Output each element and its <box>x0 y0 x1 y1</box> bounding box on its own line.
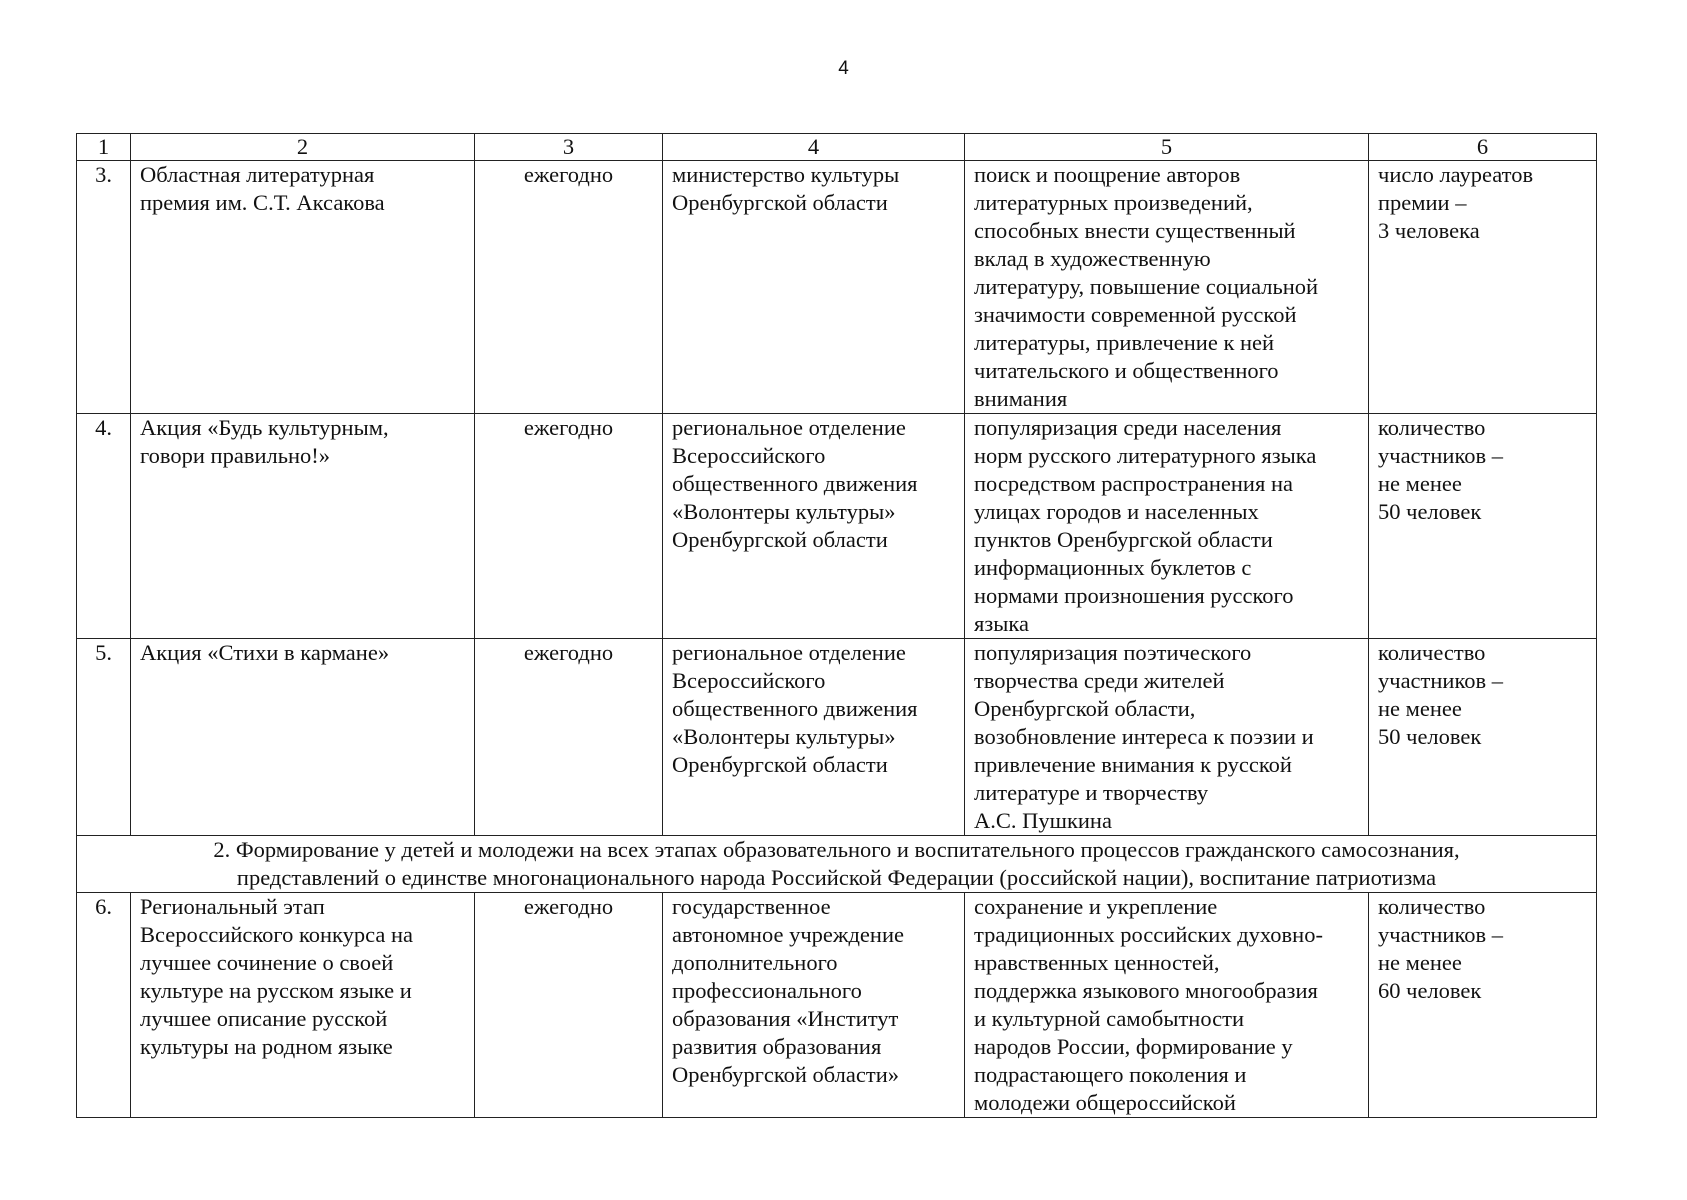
column-header: 5 <box>965 134 1369 161</box>
event-executor: региональное отделение Всероссийского общественного движения «Волонтеры культуры» Оренбургской области <box>663 639 965 836</box>
event-indicator: количество участников – не менее 60 человек <box>1369 893 1597 1118</box>
column-number-row <box>77 134 1597 161</box>
event-period: ежегодно <box>475 414 663 639</box>
events-table <box>76 133 1597 1118</box>
page-number: 4 <box>838 58 849 79</box>
event-indicator: число лауреатов премии – 3 человека <box>1369 161 1597 414</box>
row-number: 6. <box>77 893 131 1118</box>
event-name: Акция «Стихи в кармане» <box>131 639 475 836</box>
event-goal: популяризация среди населения норм русского литературного языка посредством распространения на улицах городов и населенных пунктов Оренбургской области информационных буклетов с нормами произношения русского языка <box>965 414 1369 639</box>
column-header: 6 <box>1369 134 1597 161</box>
column-header: 1 <box>77 134 131 161</box>
table-row <box>77 639 1597 836</box>
column-header: 3 <box>475 134 663 161</box>
table-row <box>77 893 1597 1118</box>
row-number: 3. <box>77 161 131 414</box>
event-goal: поиск и поощрение авторов литературных произведений, способных внести существенный вклад в художественную литературу, повышение социальной значимости современной русской литературы, привлечение к ней читательского и общественного внимания <box>965 161 1369 414</box>
event-period: ежегодно <box>475 161 663 414</box>
section-heading: 2. Формирование у детей и молодежи на всех этапах образовательного и воспитательного процессов гражданского самосознания, представлений о единстве многонационального народа Российской Федерации (российской нации), воспитание патриотизма <box>77 836 1597 893</box>
event-executor: министерство культуры Оренбургской области <box>663 161 965 414</box>
event-period: ежегодно <box>475 639 663 836</box>
event-name: Акция «Будь культурным, говори правильно!» <box>131 414 475 639</box>
event-executor: региональное отделение Всероссийского общественного движения «Волонтеры культуры» Оренбургской области <box>663 414 965 639</box>
event-goal: популяризация поэтического творчества среди жителей Оренбургской области, возобновление интереса к поэзии и привлечение внимания к русской литературе и творчеству А.С. Пушкина <box>965 639 1369 836</box>
column-header: 2 <box>131 134 475 161</box>
event-name: Областная литературная премия им. С.Т. Аксакова <box>131 161 475 414</box>
event-indicator: количество участников – не менее 50 человек <box>1369 414 1597 639</box>
table-row <box>77 161 1597 414</box>
event-period: ежегодно <box>475 893 663 1118</box>
event-name: Региональный этап Всероссийского конкурса на лучшее сочинение о своей культуре на русском языке и лучшее описание русской культуры на родном языке <box>131 893 475 1118</box>
event-executor: государственное автономное учреждение дополнительного профессионального образования «Институт развития образования Оренбургской области» <box>663 893 965 1118</box>
event-goal: сохранение и укрепление традиционных российских духовно- нравственных ценностей, поддержка языкового многообразия и культурной самобытности народов России, формирование у подрастающего поколения и молодежи общероссийской <box>965 893 1369 1118</box>
column-header: 4 <box>663 134 965 161</box>
table-row <box>77 414 1597 639</box>
row-number: 4. <box>77 414 131 639</box>
section-heading-row <box>77 836 1597 893</box>
event-indicator: количество участников – не менее 50 человек <box>1369 639 1597 836</box>
row-number: 5. <box>77 639 131 836</box>
